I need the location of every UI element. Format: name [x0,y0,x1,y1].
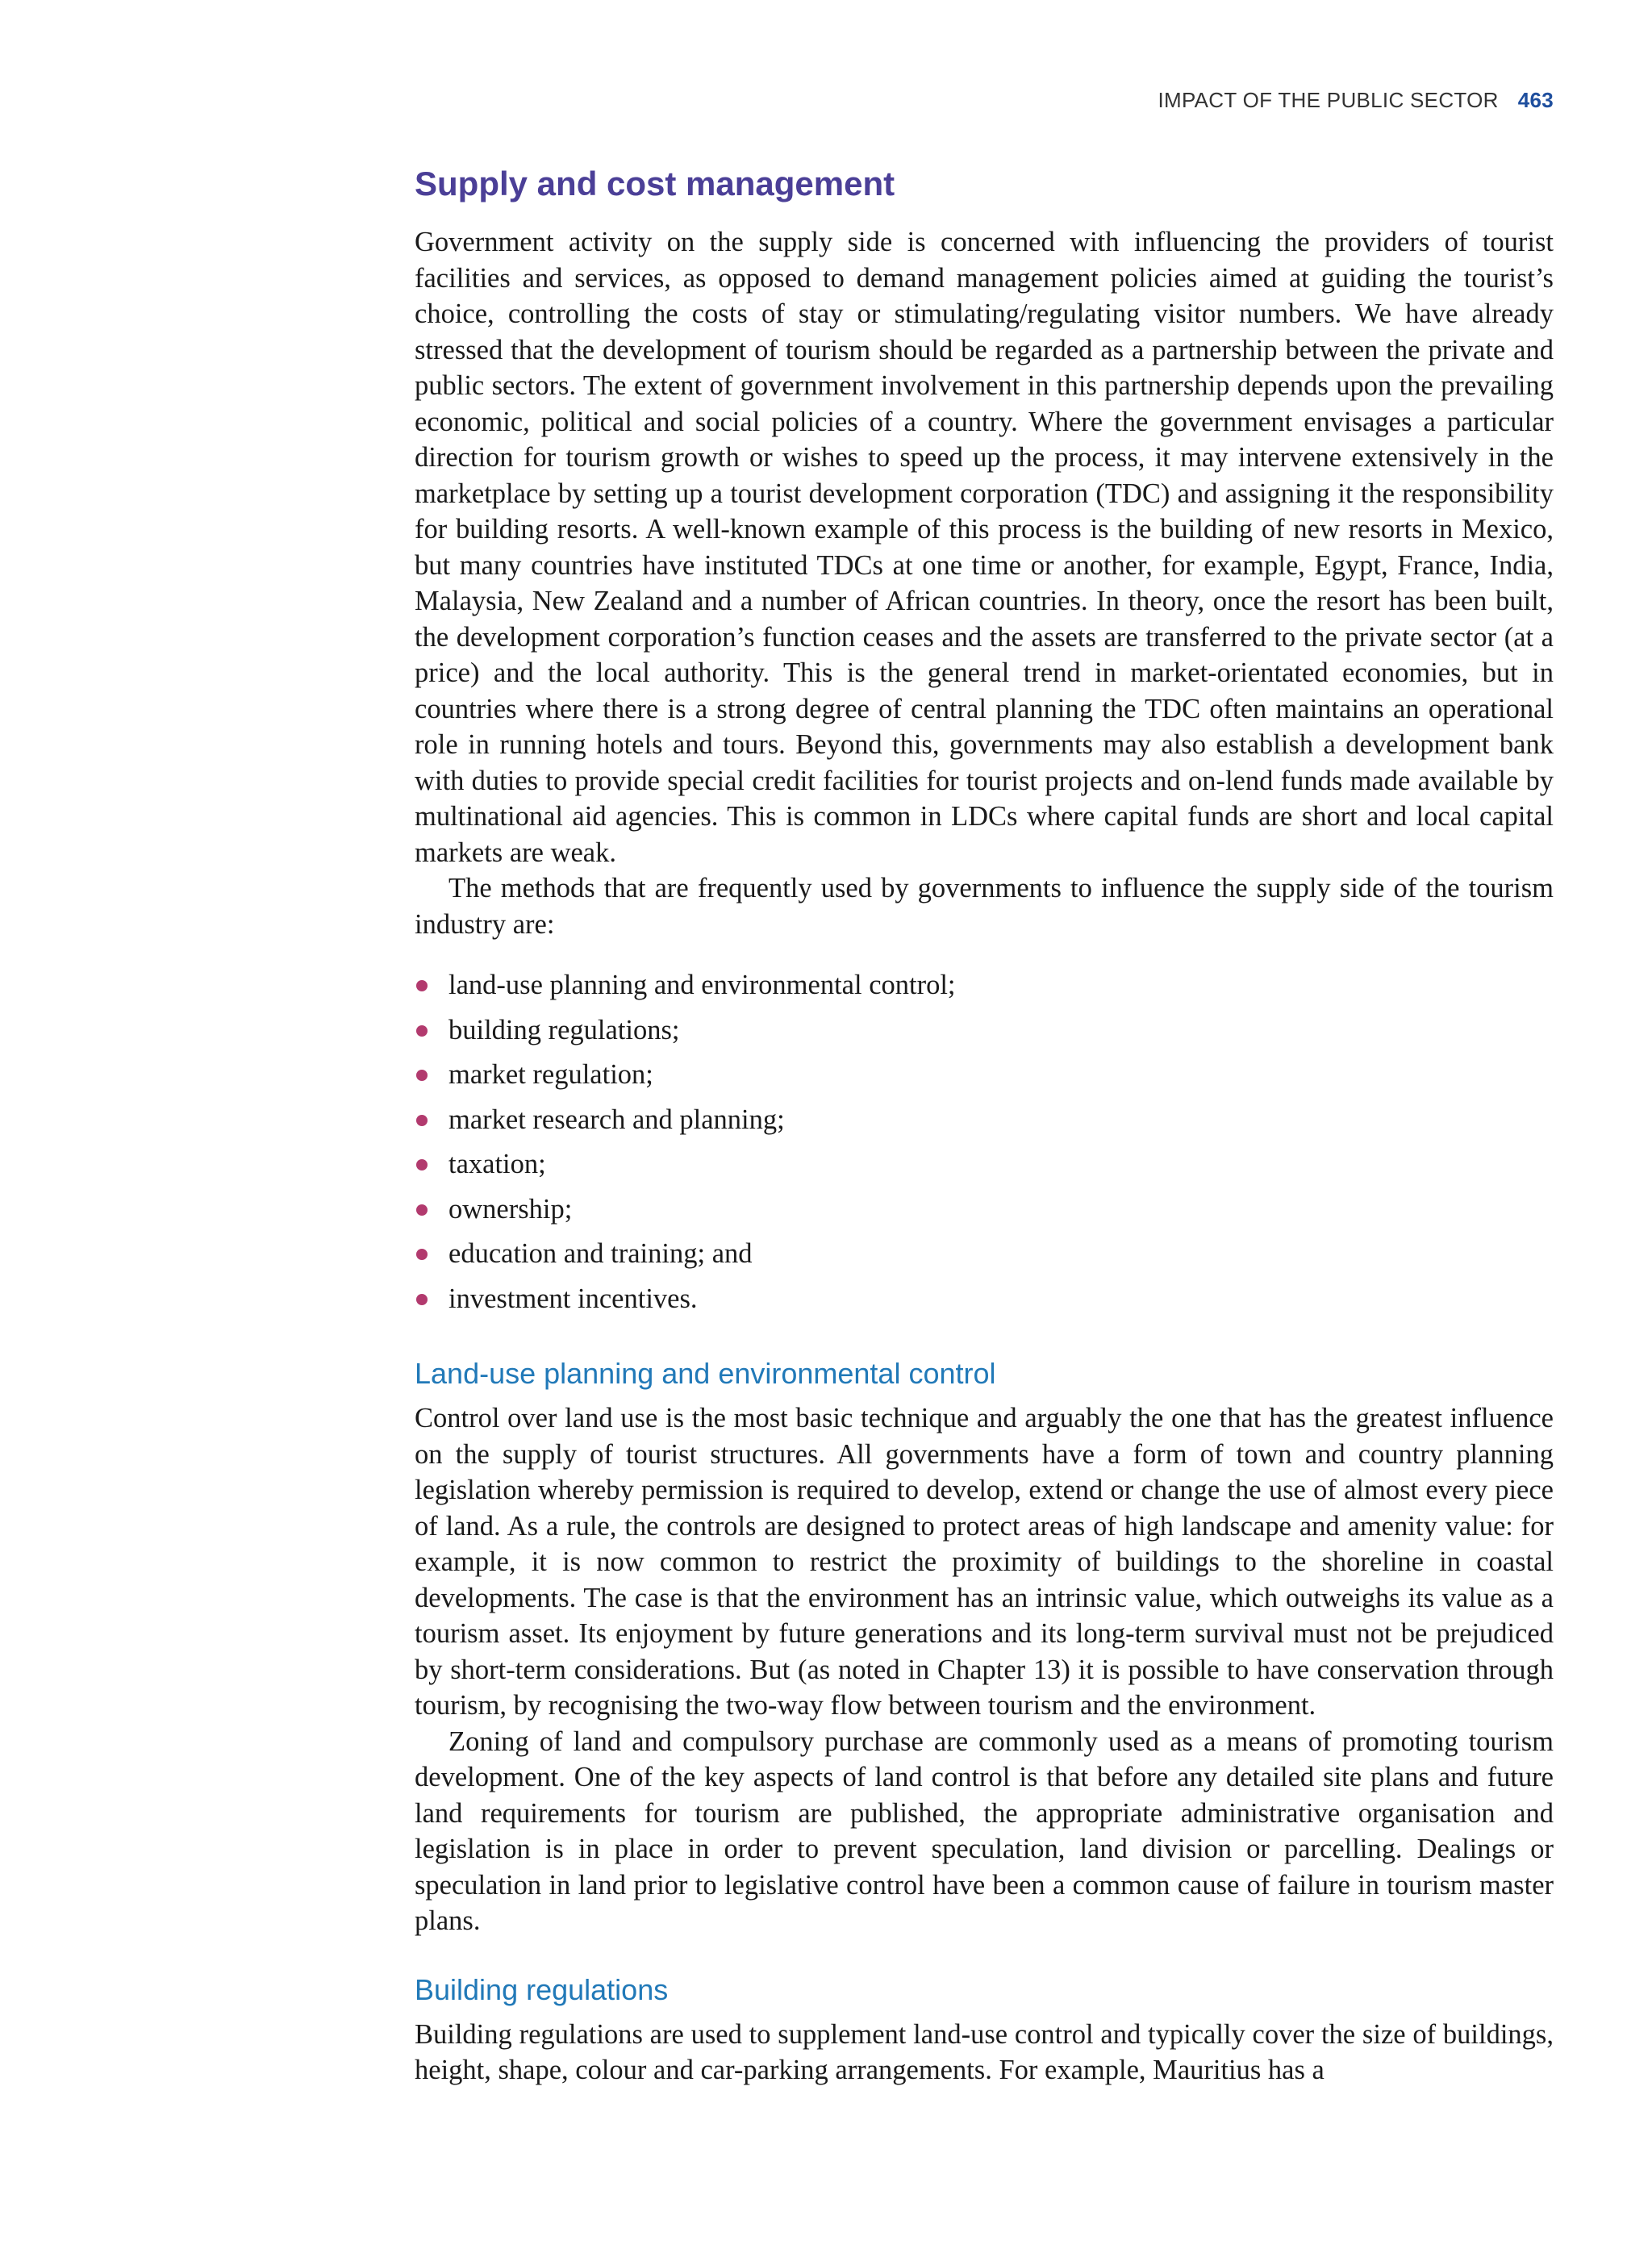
section-title: Supply and cost management [415,165,895,202]
subsection-title-building-regulations: Building regulations [415,1972,669,2006]
subsection-title-land-use: Land-use planning and environmental control [415,1357,996,1390]
bullet-item [415,1187,1554,1233]
methods-bullet-list [415,963,1554,1321]
bullet-item [415,963,1554,1008]
bullet-text: land-use planning and environmental control; [448,970,956,1000]
bullet-text: building regulations; [448,1014,680,1045]
bullet-item [415,1277,1554,1322]
bullet-item [415,1232,1554,1277]
bullet-item [415,1098,1554,1143]
bullet-dot-icon [416,980,428,991]
section-spacer [415,1939,1554,1970]
bullet-text: market regulation; [448,1059,653,1090]
bullet-text: education and training; and [448,1238,753,1269]
bullet-item [415,1008,1554,1054]
running-title: IMPACT OF THE PUBLIC SECTOR [1158,88,1499,112]
bullet-dot-icon [416,1115,428,1126]
bullet-dot-icon [416,1204,428,1216]
body-paragraph: Building regulations are used to supplement land-use control and typically cover the size of buildings, height, shape, colour and car-parking arrangements. For example, Mauritius has a [415,2018,1554,2085]
body-paragraph: Control over land use is the most basic technique and arguably the one that has the greatest influence on the supply of tourist structures. All governments have a form of town and country planning legislation whereby permission is required to develop, extend or change the use of almost every piece of land. As a rule, the controls are designed to protect areas of high landscape and amenity value: for example, it is now common to restrict the proximity of buildings to the shoreline in coastal developments. The case is that the environment has an intrinsic value, which outweighs its value as a tourism asset. Its enjoyment by future generations and its long-term survival must not be prejudiced by short-term considerations. But (as noted in Chapter 13) it is possible to have conservation through tourism, by recognising the two-way flow between tourism and the environment. [415,1403,1554,1721]
running-head [1158,88,1554,113]
bullet-item [415,1142,1554,1187]
body-paragraph: The methods that are frequently used by governments to influence the supply side of the tourism industry are: [415,873,1554,940]
bullet-dot-icon [416,1249,428,1260]
page-number: 463 [1517,88,1554,112]
bullet-item [415,1053,1554,1098]
body-paragraph: Government activity on the supply side is concerned with influencing the providers of tourist facilities and services, as opposed to demand management policies aimed at guiding the tourist’s choice, controlling the costs of stay or stimulating/regulating visitor numbers. We have already stressed that the development of tourism should be regarded as a partnership between the private and public sectors. The extent of government involvement in this partnership depends upon the prevailing economic, political and social policies of a country. Where the government envisages a particular direction for tourism growth or wishes to speed up the process, it may intervene extensively in the marketplace by setting up a tourist development corporation (TDC) and assigning it the responsibility for building resorts. A well-known example of this process is the building of new resorts in Mexico, but many countries have instituted TDCs at one time or another, for example, Egypt, France, India, Malaysia, New Zealand and a number of African countries. In theory, once the resort has been built, the development corporation’s function ceases and the assets are transferred to the private sector (at a price) and the local authority. This is the general trend in market-orientated economies, but in countries where there is a strong degree of central planning the TDC often maintains an operational role in running hotels and tours. Beyond this, governments may also establish a development bank with duties to provide special credit facilities for tourist projects and on-lend funds made available by multinational aid agencies. This is common in LDCs where capital funds are short and local capital markets are weak. [415,227,1554,868]
page-content [415,160,1554,2089]
bullet-dot-icon [416,1025,428,1037]
bullet-text: ownership; [448,1193,573,1225]
bullet-dot-icon [416,1294,428,1305]
body-paragraph: Zoning of land and compulsory purchase are commonly used as a means of promoting tourism development. One of the key aspects of land control is that before any detailed site plans and future land requirements for tourism are published, the appropriate administrative organisation and legislation is in place in order to prevent speculation, land division or parcelling. Dealings or speculation in land prior to legislative control have been a common cause of failure in tourism master plans. [415,1725,1554,1936]
bullet-text: investment incentives. [448,1283,698,1314]
bullet-text: market research and planning; [448,1104,785,1135]
bullet-text: taxation; [448,1149,546,1179]
bullet-dot-icon [416,1070,428,1081]
bullet-dot-icon [416,1159,428,1170]
